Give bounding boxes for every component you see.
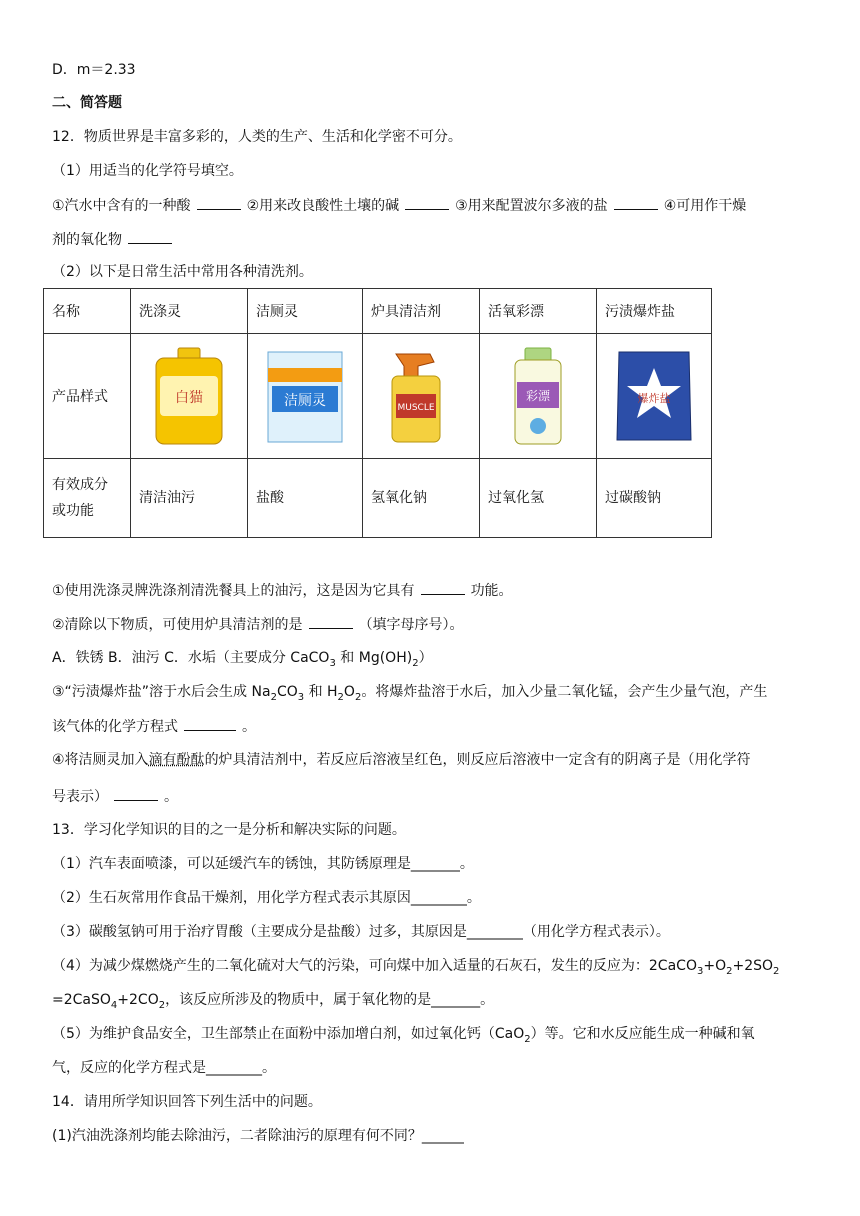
product-image-cell — [248, 334, 363, 459]
product-name: 活氧彩漂 — [480, 289, 597, 334]
product-name: 洁厕灵 — [248, 289, 363, 334]
q12-part1-line2: 剂的氧化物 — [52, 229, 178, 250]
q13-part5: （5）为维护食品安全，卫生部禁止在面粉中添加增白剂，如过氧化钙（CaO$_2$）等。它和水反应能生成一种碱和氧 — [52, 1026, 755, 1045]
product-name: 洗涤灵 — [131, 289, 248, 334]
q12-sub2: ②清除以下物质，可使用炉具清洁剂的是 （填字母序号）。 — [52, 614, 464, 635]
table-row — [44, 289, 712, 334]
product-effect: 氢氧化钠 — [363, 459, 480, 538]
row-header: 名称 — [44, 289, 131, 334]
spray-bottle-image — [378, 346, 464, 446]
product-effect: 盐酸 — [248, 459, 363, 538]
product-image-cell — [597, 334, 712, 459]
answer-blank[interactable] — [128, 229, 172, 244]
product-image-cell — [131, 334, 248, 459]
q13-part2: （2）生石灰常用作食品干燥剂，用化学方程式表示其原因________。 — [52, 890, 481, 906]
answer-blank[interactable] — [421, 580, 465, 595]
answer-blank[interactable] — [184, 716, 236, 731]
product-image-cell — [363, 334, 480, 459]
stain-salt-bag-image — [611, 346, 697, 446]
q12-sub3-line2: 该气体的化学方程式 。 — [52, 716, 256, 737]
q13-part4: （4）为减少煤燃烧产生的二氧化硫对大气的污染，可向煤中加入适量的石灰石，发生的反应为：$2CaCO_3+O_2+2SO_2$ — [52, 958, 780, 977]
cleaner-table — [43, 288, 712, 538]
toilet-cleaner-bag-image — [262, 346, 348, 446]
q13-part3: （3）碳酸氢钠可用于治疗胃酸（主要成分是盐酸）过多，其原因是________（用化学方程式表示）。 — [52, 924, 670, 940]
q12-sub3: ③“污渍爆炸盐”溶于水后会生成 $Na_2CO_3$ 和 $H_2O_2$。将爆炸盐溶于水后，加入少量二氧化锰，会产生少量气泡，产生 — [52, 684, 768, 703]
q12-part2: （2）以下是日常生活中常用各种清洗剂。 — [52, 264, 313, 280]
q13-part1: （1）汽车表面喷漆，可以延缓汽车的锈蚀，其防锈原理是_______。 — [52, 856, 474, 872]
section-heading: 二、简答题 — [52, 95, 122, 111]
option-d: D．m＝2.33 — [52, 62, 136, 78]
question-14-stem: 14．请用所学知识回答下列生活中的问题。 — [52, 1094, 322, 1110]
answer-blank[interactable] — [197, 195, 241, 210]
q14-part1: (1)汽油洗涤剂均能去除油污，二者除油污的原理有何不同？______ — [52, 1128, 464, 1144]
q13-part4-line2: $=2CaSO_4+2CO_2$，该反应所涉及的物质中，属于氧化物的是_______。 — [52, 992, 495, 1011]
product-label: 爆炸盐 — [637, 392, 671, 405]
bleach-bottle-image — [495, 346, 581, 446]
answer-blank[interactable] — [114, 786, 158, 801]
q12-part1-line: ①汽水中含有的一种酸 ②用来改良酸性土壤的碱 ③用来配置波尔多液的盐 ④可用作干燥 — [52, 195, 746, 216]
q12-options: A．铁锈 B．油污 C．水垢（主要成分 CaCO$_3$ 和 $Mg(OH)_2$） — [52, 650, 433, 669]
question-12-stem: 12．物质世界是丰富多彩的，人类的生产、生活和化学密不可分。 — [52, 129, 462, 145]
product-image-cell — [480, 334, 597, 459]
q12-sub4: ④将洁厕灵加入滴有酚酞的炉具清洁剂中，若反应后溶液呈红色，则反应后溶液中一定含有的阴离子是（用化学符 — [52, 752, 751, 768]
row-header: 有效成分 或功能 — [44, 459, 131, 538]
q13-part5-line2: 气，反应的化学方程式是________。 — [52, 1060, 276, 1076]
product-effect: 清洁油污 — [131, 459, 248, 538]
product-label: 彩漂 — [525, 389, 551, 403]
row-header: 产品样式 — [44, 334, 131, 459]
product-label: 白猫 — [175, 390, 203, 406]
product-effect: 过氧化氢 — [480, 459, 597, 538]
dish-soap-bottle-image — [146, 346, 232, 446]
product-name: 炉具清洁剂 — [363, 289, 480, 334]
question-13-stem: 13．学习化学知识的目的之一是分析和解决实际的问题。 — [52, 822, 406, 838]
q12-part1: （1）用适当的化学符号填空。 — [52, 163, 243, 179]
answer-blank[interactable] — [614, 195, 658, 210]
product-name: 污渍爆炸盐 — [597, 289, 712, 334]
q12-sub1: ①使用洗涤灵牌洗涤剂清洗餐具上的油污，这是因为它具有 功能。 — [52, 580, 513, 601]
product-effect: 过碳酸钠 — [597, 459, 712, 538]
q12-sub4-line2: 号表示） 。 — [52, 786, 178, 807]
answer-blank[interactable] — [309, 614, 353, 629]
table-row — [44, 334, 712, 459]
answer-blank[interactable] — [405, 195, 449, 210]
product-label: 洁厕灵 — [284, 393, 326, 409]
product-label: MUSCLE — [397, 403, 435, 413]
table-row — [44, 459, 712, 538]
